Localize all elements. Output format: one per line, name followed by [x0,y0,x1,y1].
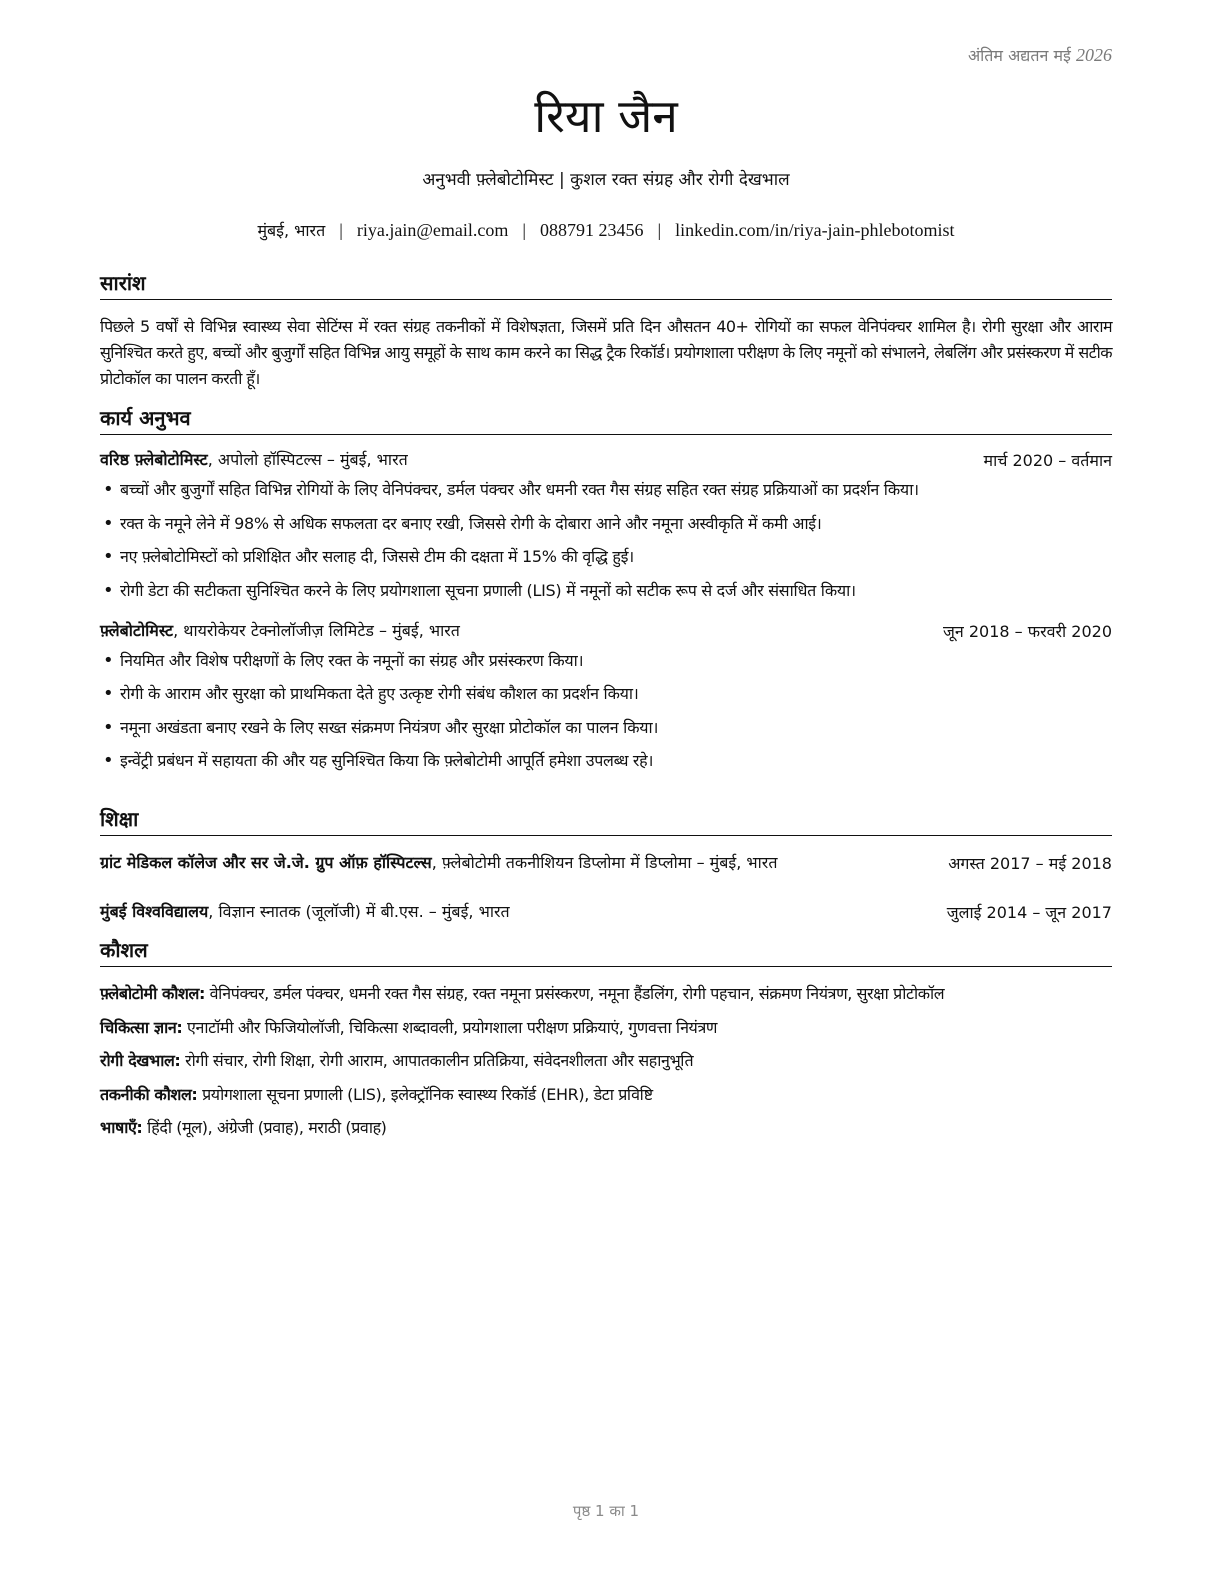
education-entry [100,850,1112,876]
skill-line [100,1115,1112,1141]
contact-linkedin-link[interactable]: linkedin.com/in/riya-jain-phlebotomist [675,220,955,240]
contact-location: मुंबई, भारत [257,221,326,240]
contact-line [100,219,1112,241]
skill-label: भाषाएँ: [100,1118,143,1137]
bullet-item: • रोगी डेटा की सटीकता सुनिश्चित करने के लिए प्रयोगशाला सूचना प्रणाली (LIS) में नमूनों को सटीक रूप से दर्ज और संसाधित किया। [100,578,1112,604]
education-heading: शिक्षा [100,806,1112,836]
last-updated-prefix: अंतिम अद्यतन मई [967,46,1071,65]
education-dates: जुलाई 2014 – जून 2017 [946,903,1112,922]
job-dates: जून 2018 – फरवरी 2020 [943,621,1112,641]
resume-page [100,0,1112,1584]
summary-heading: सारांश [100,270,1112,300]
job-dates: मार्च 2020 – वर्तमान [983,451,1112,470]
job-bullets [100,477,1112,604]
education-entry [100,899,1112,925]
separator: | [339,220,343,240]
last-updated [968,44,1112,66]
skill-label: चिकित्सा ज्ञान: [100,1017,183,1037]
bullet-item: • नियमित और विशेष परीक्षणों के लिए रक्त के नमूनों का संग्रह और प्रसंस्करण किया। [100,648,1112,674]
skill-line [100,1048,1112,1074]
skill-value: एनाटॉमी और फिजियोलॉजी, चिकित्सा शब्दावली, प्रयोगशाला परीक्षण प्रक्रियाएं, गुणवत्ता नियंत्रण [182,1017,718,1037]
bullet-item: • इन्वेंट्री प्रबंधन में सहायता की और यह सुनिश्चित किया कि फ़्लेबोटोमी आपूर्ति हमेशा उपलब्ध रहे। [100,748,1112,774]
job-entry [100,447,1112,604]
job-entry [100,618,1112,775]
job-role: वरिष्ठ फ़्लेबोटोमिस्ट [100,450,208,469]
skill-label: रोगी देखभाल: [100,1051,181,1070]
skills-section [100,937,1112,1149]
bullet-item: • नमूना अखंडता बनाए रखने के लिए सख्त संक्रमण नियंत्रण और सुरक्षा प्रोटोकॉल का पालन किया। [100,715,1112,741]
skill-label: फ़्लेबोटोमी कौशल: [100,984,205,1003]
job-org: , अपोलो हॉस्पिटल्स – मुंबई, भारत [207,450,408,469]
contact-email-link[interactable]: riya.jain@email.com [356,220,509,240]
skill-value: प्रयोगशाला सूचना प्रणाली (LIS), इलेक्ट्रॉनिक स्वास्थ्य रिकॉर्ड (EHR), डेटा प्रविष्टि [197,1084,653,1104]
skill-label: तकनीकी कौशल: [100,1084,198,1104]
bullet-item: • नए फ़्लेबोटोमिस्टों को प्रशिक्षित और सलाह दी, जिससे टीम की दक्षता में 15% की वृद्धि हुई। [100,544,1112,570]
skill-value: हिंदी (मूल), अंग्रेजी (प्रवाह), मराठी (प्रवाह) [142,1118,387,1137]
skill-value: वेनिपंक्चर, डर्मल पंक्चर, धमनी रक्त गैस संग्रह, रक्त नमूना प्रसंस्करण, नमूना हैंडलिंग, रोगी पहचान, संक्रमण नियंत्रण, सुरक्षा प्रोटोकॉल [204,984,945,1003]
job-bullets [100,648,1112,775]
tagline: अनुभवी फ़्लेबोटोमिस्ट | कुशल रक्त संग्रह और रोगी देखभाल [422,170,790,190]
skill-line [100,1015,1112,1041]
skill-line [100,1082,1112,1108]
job-org: , थायरोकेयर टेक्नोलॉजीज़ लिमिटेड – मुंबई, भारत [173,620,460,640]
education-detail: , विज्ञान स्नातक (जूलॉजी) में बी.एस. – मुंबई, भारत [208,902,510,921]
bullet-item: • बच्चों और बुजुर्गों सहित विभिन्न रोगियों के लिए वेनिपंक्चर, डर्मल पंक्चर और धमनी रक्त गैस संग्रह सहित रक्त संग्रह प्रक्रियाओं का प्रदर्शन किया। [100,477,1112,503]
skills-list [100,981,1112,1141]
bullet-item: • रोगी के आराम और सुरक्षा को प्राथमिकता देते हुए उत्कृष्ट रोगी संबंध कौशल का प्रदर्शन किया। [100,681,1112,707]
summary-section [100,270,1112,392]
page-number: पृष्ठ 1 का 1 [572,1502,640,1520]
education-institution: ग्रांट मेडिकल कॉलेज और सर जे.जे. ग्रुप ऑफ़ हॉस्पिटल्स [100,853,432,872]
separator: | [522,220,526,240]
experience-heading: कार्य अनुभव [100,405,1112,435]
contact-phone: 088791 23456 [539,220,644,240]
summary-text: पिछले 5 वर्षों से विभिन्न स्वास्थ्य सेवा सेटिंग्स में रक्त संग्रह तकनीकों में विशेषज्ञता, जिसमें प्रति दिन औसतन 40+ रोगियों का सफल वेनिपंक्चर शामिल है। रोगी सुरक्षा और आराम सुनिश्चित करते हुए, बच्चों और बुजुर्गों सहित विभिन्न आयु समूहों के साथ काम करने का सिद्ध ट्रैक रिकॉर्ड। प्रयोगशाला परीक्षण के लिए नमूनों को संभालने, लेबलिंग और प्रसंस्करण में सटीक प्रोटोकॉल का पालन करती हूँ। [100,317,1112,388]
education-institution: मुंबई विश्वविद्यालय [100,902,209,921]
education-section [100,806,1112,925]
education-detail: , फ़्लेबोटोमी तकनीशियन डिप्लोमा में डिप्लोमा – मुंबई, भारत [431,853,778,872]
job-header [100,447,1112,473]
skill-line [100,981,1112,1007]
last-updated-year: 2026 [1076,45,1112,65]
job-header [100,618,1112,644]
bullet-item: • रक्त के नमूने लेने में 98% से अधिक सफलता दर बनाए रखी, जिससे रोगी के दोबारा आने और नमूना अस्वीकृति में कमी आई। [100,511,1112,537]
job-role: फ़्लेबोटोमिस्ट [100,620,174,640]
skill-value: रोगी संचार, रोगी शिक्षा, रोगी आराम, आपातकालीन प्रतिक्रिया, संवेदनशीलता और सहानुभूति [180,1051,694,1070]
candidate-name: रिया जैन [534,89,678,143]
separator: | [657,220,662,240]
skills-heading: कौशल [100,937,1112,967]
education-dates: अगस्त 2017 – मई 2018 [948,854,1112,873]
experience-section [100,405,1112,782]
